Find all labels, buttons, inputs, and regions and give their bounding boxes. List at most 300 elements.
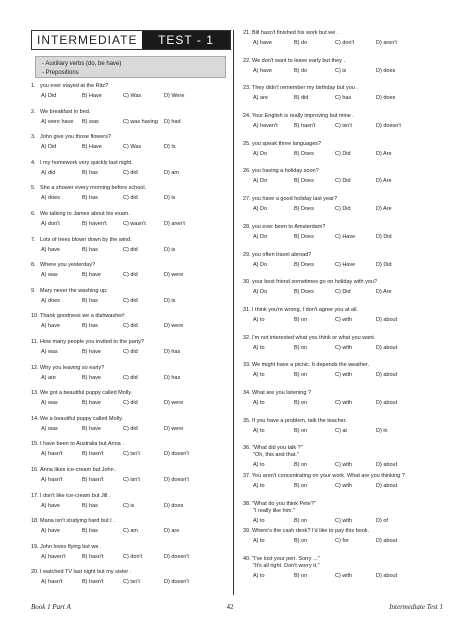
question-text: you speak three languages? xyxy=(252,140,322,147)
question-number: 37. xyxy=(243,473,251,479)
answer-option[interactable]: B) Does xyxy=(294,150,314,157)
question-number: 17. xyxy=(31,492,39,499)
answer-option[interactable]: C) did xyxy=(123,246,138,253)
answer-option[interactable]: D) Is xyxy=(164,144,176,151)
answer-option[interactable]: C) Did xyxy=(335,206,351,213)
answer-option[interactable]: D) has xyxy=(164,348,181,355)
question-stem xyxy=(31,313,229,320)
answer-option[interactable]: C) isn't xyxy=(123,579,140,586)
answer-option[interactable]: D) Are xyxy=(376,150,392,157)
answer-option[interactable]: C) did xyxy=(123,323,138,330)
answer-option[interactable]: B) Does xyxy=(294,178,314,185)
answer-options xyxy=(31,375,229,382)
answer-option[interactable]: C) Did xyxy=(335,178,351,185)
answer-option[interactable]: C) isn't xyxy=(123,476,140,483)
test-header xyxy=(31,30,231,50)
answer-options xyxy=(243,538,443,545)
answer-option[interactable]: B) hasn't xyxy=(82,451,104,458)
answer-option[interactable]: B) did xyxy=(294,95,309,102)
question-number: 4. xyxy=(31,159,36,166)
question-text: I watched TV last night but my sister . xyxy=(40,569,132,576)
answer-option[interactable]: C) with xyxy=(335,483,353,489)
answer-option[interactable]: B) has xyxy=(82,169,98,176)
question-text: "What do you think Pete?" xyxy=(252,500,316,507)
answer-option[interactable]: D) Are xyxy=(376,178,392,185)
answer-option[interactable]: A) did xyxy=(41,169,56,176)
answer-option[interactable]: B) have xyxy=(82,374,101,381)
answer-option[interactable]: A) Did xyxy=(41,93,57,99)
answer-option[interactable]: C) did xyxy=(123,169,138,176)
question-item xyxy=(31,83,229,109)
question-text: you ever stayed at the Ritz? xyxy=(40,83,109,89)
answer-option[interactable]: C) with xyxy=(335,372,353,379)
question-stem xyxy=(31,569,229,576)
question-number: 22. xyxy=(243,57,251,64)
answer-option[interactable]: C) did xyxy=(123,272,138,279)
answer-option[interactable]: D) about xyxy=(376,372,398,379)
answer-option[interactable]: B) have xyxy=(82,348,101,355)
answer-option[interactable]: B) have xyxy=(82,272,101,279)
answer-option[interactable]: A) are xyxy=(253,95,268,102)
answer-option[interactable]: B) has xyxy=(82,246,98,253)
topic-item: - Prepositions xyxy=(42,70,79,76)
answer-option[interactable]: D) of xyxy=(376,517,388,524)
answer-option[interactable]: D) doesn't xyxy=(376,123,401,130)
question-item xyxy=(31,211,229,237)
answer-options xyxy=(243,345,443,352)
book-label: Book 1 Part A xyxy=(31,603,71,611)
answer-option[interactable]: B) on xyxy=(294,538,308,545)
question-number: 23. xyxy=(243,85,251,92)
answer-options xyxy=(31,451,229,458)
question-stem xyxy=(243,252,443,259)
question-text: I don't like ice-cream but Jill . xyxy=(40,492,111,499)
question-item xyxy=(243,58,443,86)
answer-option[interactable]: D) am xyxy=(164,169,179,176)
question-stem xyxy=(243,473,443,480)
answer-option[interactable]: A) to xyxy=(253,483,265,489)
answer-option[interactable]: B) do xyxy=(294,40,308,46)
answer-option[interactable]: A) Do xyxy=(253,289,268,296)
question-number: 26. xyxy=(243,168,251,175)
question-text: We a beautiful puppy called Molly. xyxy=(40,415,123,422)
answer-options xyxy=(31,503,229,510)
question-stem xyxy=(31,416,229,423)
question-number: 21. xyxy=(243,30,251,36)
question-number: 30. xyxy=(243,279,251,286)
answer-option[interactable]: A) hasn't xyxy=(41,579,63,586)
answer-option[interactable]: A) Do xyxy=(253,206,268,213)
answer-option[interactable]: D) in xyxy=(376,427,388,434)
answer-option[interactable]: A) to xyxy=(253,573,265,580)
question-item xyxy=(31,416,229,442)
answer-option[interactable]: A) are xyxy=(41,374,56,381)
answer-option[interactable]: B) Does xyxy=(294,206,314,213)
question-number: 14. xyxy=(31,415,39,422)
answer-option[interactable]: C) Was xyxy=(123,144,142,151)
question-stem xyxy=(31,237,229,244)
answer-option[interactable]: C) don't xyxy=(335,40,355,46)
question-item xyxy=(243,335,443,363)
answer-options xyxy=(243,40,443,47)
answer-option[interactable]: A) haven't xyxy=(253,123,278,130)
answer-option[interactable]: C) with xyxy=(335,573,353,580)
question-number: 8. xyxy=(31,262,36,269)
question-item xyxy=(31,569,229,595)
question-number: 16. xyxy=(31,466,39,473)
question-text: your best friend sometimes go on holiday with you? xyxy=(252,279,378,286)
question-stem xyxy=(31,185,229,192)
answer-option[interactable]: D) does xyxy=(376,67,396,74)
answer-option[interactable]: A) to xyxy=(253,399,265,406)
question-number: 20. xyxy=(31,569,39,576)
answer-option[interactable]: C) Have xyxy=(335,233,356,240)
question-number: 24. xyxy=(243,113,251,120)
answer-options xyxy=(243,206,443,213)
answer-option[interactable]: D) had xyxy=(164,118,181,125)
question-number: 13. xyxy=(31,390,39,397)
answer-option[interactable]: A) Do xyxy=(253,261,268,268)
answer-option[interactable]: B) hasn't xyxy=(294,123,316,130)
answer-option[interactable]: C) with xyxy=(335,462,353,469)
question-text: We got a beautiful puppy called Molly. xyxy=(40,390,133,397)
answer-option[interactable]: A) have xyxy=(253,40,272,46)
answer-option[interactable]: D) doesn't xyxy=(164,451,189,458)
answer-options xyxy=(31,247,229,254)
question-text: You aren't concentrating on your work. What are you thinking ? xyxy=(252,473,405,479)
answer-option[interactable]: C) did xyxy=(123,374,138,381)
question-text: I my homework very quickly last night. xyxy=(40,159,133,166)
question-item xyxy=(31,288,229,314)
question-item xyxy=(243,418,443,446)
answer-option[interactable]: C) wasn't xyxy=(123,220,146,227)
question-text: you have a good holiday last year? xyxy=(252,196,338,203)
answer-option[interactable]: D) about xyxy=(376,483,398,489)
answer-option[interactable]: C) isn't xyxy=(123,451,140,458)
answer-option[interactable]: D) about xyxy=(376,538,398,545)
question-item xyxy=(243,224,443,252)
answer-option[interactable]: B) Does xyxy=(294,289,314,296)
answer-option[interactable]: A) does xyxy=(41,195,60,202)
answer-option[interactable]: D) is xyxy=(164,246,176,253)
question-item xyxy=(31,109,229,135)
left-question-column xyxy=(31,83,229,595)
answer-option[interactable]: C) don't xyxy=(123,553,143,560)
answer-option[interactable]: B) has xyxy=(82,297,98,304)
answer-options xyxy=(31,170,229,177)
answer-option[interactable]: D) is xyxy=(164,195,176,202)
test-number: TEST - 1 xyxy=(142,31,230,49)
question-stem xyxy=(243,307,443,314)
question-text: We don't want to leave early but they . xyxy=(252,57,345,64)
answer-option[interactable]: D) Did xyxy=(376,233,392,240)
answer-options xyxy=(31,119,229,126)
page-footer xyxy=(31,603,443,611)
question-number: 19. xyxy=(31,543,39,550)
answer-option[interactable]: D) Are xyxy=(376,206,392,213)
answer-option[interactable]: A) haven't xyxy=(41,553,66,560)
question-text: John loves flying but we . xyxy=(40,543,102,550)
question-stem xyxy=(243,501,443,508)
answer-option[interactable]: C) Have xyxy=(335,261,356,268)
answer-options xyxy=(31,349,229,356)
answer-options xyxy=(31,195,229,202)
answer-option[interactable]: B) hasn't xyxy=(82,579,104,586)
answer-option[interactable]: B) on xyxy=(294,372,308,379)
answer-option[interactable]: A) Do xyxy=(253,150,268,157)
answer-option[interactable]: C) is xyxy=(335,67,347,74)
question-text: Where's the cash desk? I'd like to pay this book. xyxy=(252,528,370,535)
answer-option[interactable]: B) Does xyxy=(294,233,314,240)
answer-option[interactable]: A) have xyxy=(41,246,60,253)
answer-option[interactable]: D) aren't xyxy=(376,40,397,46)
answer-option[interactable]: C) Did xyxy=(335,289,351,296)
answer-option[interactable]: A) Did xyxy=(41,144,57,151)
answer-option[interactable]: D) doesn't xyxy=(164,579,189,586)
question-text: Maria isn't studying hard but I . xyxy=(40,518,115,525)
question-text: We talking to James about his exam. xyxy=(40,210,130,217)
answer-option[interactable]: A) does xyxy=(41,297,60,304)
answer-option[interactable]: D) were xyxy=(164,323,184,330)
answer-options xyxy=(31,554,229,561)
answer-option[interactable]: A) Do xyxy=(253,178,268,185)
answer-option[interactable]: B) on xyxy=(294,316,308,323)
answer-option[interactable]: C) Was xyxy=(123,93,142,99)
question-item xyxy=(31,390,229,416)
question-number: 7. xyxy=(31,236,36,243)
answer-option[interactable]: D) were xyxy=(164,425,184,432)
answer-option[interactable]: B) has xyxy=(82,528,98,535)
topic-item: - Auxiliary verbs (do, be have) xyxy=(42,61,122,67)
answer-option[interactable]: C) with xyxy=(335,517,353,524)
answer-option[interactable]: B) on xyxy=(294,344,308,351)
topics-box xyxy=(35,56,226,78)
question-text: How many people you invited to the party? xyxy=(40,338,144,345)
question-item xyxy=(243,252,443,280)
question-item xyxy=(243,168,443,196)
question-stem xyxy=(31,518,229,525)
answer-option[interactable]: C) am xyxy=(123,528,138,535)
question-number: 6. xyxy=(31,210,36,217)
answer-option[interactable]: D) Were xyxy=(164,93,185,99)
answer-option[interactable]: C) at xyxy=(335,427,347,434)
question-stem xyxy=(243,390,443,397)
answer-option[interactable]: A) have xyxy=(41,528,60,535)
answer-option[interactable]: B) was xyxy=(82,118,99,125)
answer-options xyxy=(31,477,229,484)
answer-option[interactable]: B) has xyxy=(82,502,98,509)
answer-option[interactable]: A) to xyxy=(253,372,265,379)
question-text: Anna likes ice-cream but John . xyxy=(40,466,117,473)
answer-option[interactable]: D) is xyxy=(164,297,176,304)
answer-option[interactable]: B) on xyxy=(294,399,308,406)
answer-options xyxy=(31,426,229,433)
question-text: I'm not interested what you think or what you want. xyxy=(252,334,376,341)
question-text: I think you're wrong, I don't agree you at all. xyxy=(252,306,359,313)
answer-option[interactable]: A) was xyxy=(41,400,58,407)
question-item xyxy=(31,313,229,339)
answer-option[interactable]: A) were have xyxy=(41,118,74,125)
answer-options xyxy=(243,462,443,469)
answer-option[interactable]: A) to xyxy=(253,517,265,524)
answer-option[interactable]: D) does xyxy=(376,95,396,102)
answer-option[interactable]: B) haven't xyxy=(82,220,107,227)
answer-option[interactable]: D) doesn't xyxy=(164,476,189,483)
answer-options xyxy=(243,151,443,158)
question-stem xyxy=(243,141,443,148)
answer-option[interactable]: D) about xyxy=(376,573,398,580)
answer-option[interactable]: A) have xyxy=(41,502,60,509)
answer-option[interactable]: D) about xyxy=(376,462,398,469)
question-number: 10. xyxy=(31,313,39,320)
answer-option[interactable]: D) Did xyxy=(376,261,392,268)
question-number: 11. xyxy=(31,338,39,345)
question-item xyxy=(31,339,229,365)
answer-options xyxy=(243,372,443,379)
answer-option[interactable]: D) Are xyxy=(376,289,392,296)
answer-option[interactable]: C) did xyxy=(123,297,138,304)
answer-option[interactable]: A) to xyxy=(253,538,265,545)
answer-options xyxy=(31,221,229,228)
question-number: 39. xyxy=(243,528,251,535)
answer-option[interactable]: B) Have xyxy=(82,144,102,151)
answer-option[interactable]: A) to xyxy=(253,344,265,351)
answer-option[interactable]: D) are xyxy=(164,528,180,535)
question-stem xyxy=(243,528,443,535)
answer-option[interactable]: D) about xyxy=(376,344,398,351)
question-stem xyxy=(243,113,443,120)
question-text: Bill hasn't finished his work but we . xyxy=(252,30,339,36)
question-stem xyxy=(243,168,443,175)
question-text: you often travel abroad? xyxy=(252,251,312,258)
answer-option[interactable]: B) hasn't xyxy=(82,476,104,483)
answer-option[interactable]: B) hasn't xyxy=(82,553,104,560)
answer-option[interactable]: B) Does xyxy=(294,261,314,268)
answer-option[interactable]: C) did xyxy=(123,195,138,202)
question-text: you having a holiday soon? xyxy=(252,168,319,175)
answer-option[interactable]: D) aren't xyxy=(164,220,185,227)
answer-option[interactable]: A) hasn't xyxy=(41,451,63,458)
answer-option[interactable]: A) was xyxy=(41,272,58,279)
question-text: "What did you talk ?" xyxy=(252,445,303,452)
answer-option[interactable]: D) about xyxy=(376,399,398,406)
question-stem xyxy=(243,279,443,286)
answer-option[interactable]: C) did xyxy=(123,348,138,355)
answer-option[interactable]: C) for xyxy=(335,538,349,545)
question-stem xyxy=(243,196,443,203)
answer-option[interactable]: D) about xyxy=(376,316,398,323)
answer-option[interactable]: A) to xyxy=(253,462,265,469)
answer-option[interactable]: A) to xyxy=(253,316,265,323)
answer-option[interactable]: C) did xyxy=(123,425,138,432)
answer-option[interactable]: B) on xyxy=(294,483,308,489)
answer-option[interactable]: A) was xyxy=(41,425,58,432)
question-number: 15. xyxy=(31,441,39,448)
question-stem xyxy=(31,288,229,295)
answer-option[interactable]: D) were xyxy=(164,400,184,407)
question-item xyxy=(243,445,443,473)
question-number: 33. xyxy=(243,362,251,369)
answer-option[interactable]: A) have xyxy=(253,67,272,74)
answer-option[interactable]: C) is xyxy=(123,502,135,509)
answer-option[interactable]: B) has xyxy=(82,323,98,330)
question-text: you ever been to Amsterdam? xyxy=(252,223,326,230)
answer-option[interactable]: B) on xyxy=(294,427,308,434)
question-number: 18. xyxy=(31,518,39,525)
answer-options xyxy=(243,317,443,324)
question-stem xyxy=(243,445,443,452)
answer-options xyxy=(31,298,229,305)
answer-option[interactable]: A) don't xyxy=(41,220,60,227)
answer-option[interactable]: B) do xyxy=(294,67,308,74)
answer-option[interactable]: B) on xyxy=(294,462,308,469)
answer-option[interactable]: C) has xyxy=(335,95,352,102)
answer-option[interactable]: C) with xyxy=(335,399,353,406)
answer-option[interactable]: B) on xyxy=(294,573,308,580)
question-item xyxy=(243,85,443,113)
question-number: 32. xyxy=(243,334,251,341)
question-number: 27. xyxy=(243,196,251,203)
question-item xyxy=(31,544,229,570)
question-stem xyxy=(243,362,443,369)
answer-option[interactable]: C) Did xyxy=(335,150,351,157)
answer-option[interactable]: B) Have xyxy=(82,93,102,99)
answer-option[interactable]: A) was xyxy=(41,348,58,355)
answer-options xyxy=(243,289,443,296)
question-text-line2: "I really like him." xyxy=(253,507,295,514)
level-title: INTERMEDIATE xyxy=(32,31,142,49)
question-item xyxy=(243,556,443,584)
question-item xyxy=(243,362,443,390)
answer-option[interactable]: A) hasn't xyxy=(41,476,63,483)
question-item xyxy=(31,365,229,391)
question-item xyxy=(31,262,229,288)
question-stem xyxy=(243,30,443,37)
answer-option[interactable]: D) does xyxy=(164,502,184,509)
question-number: 3. xyxy=(31,134,36,141)
answer-option[interactable]: D) were xyxy=(164,272,184,279)
question-text: "I've lost your pen. Sorry ..." xyxy=(252,556,320,563)
answer-option[interactable]: C) with xyxy=(335,344,353,351)
answer-option[interactable]: D) doesn't xyxy=(164,553,189,560)
question-number: 35. xyxy=(243,417,251,424)
answer-option[interactable]: C) isn't xyxy=(335,123,352,130)
answer-option[interactable]: C) did xyxy=(123,400,138,407)
question-number: 36. xyxy=(243,445,251,452)
answer-option[interactable]: C) with xyxy=(335,316,353,323)
question-number: 5. xyxy=(31,185,36,192)
answer-option[interactable]: A) Do xyxy=(253,233,268,240)
answer-option[interactable]: C) was having xyxy=(123,118,158,125)
question-item xyxy=(31,237,229,263)
question-stem xyxy=(31,262,229,269)
answer-option[interactable]: D) has xyxy=(164,374,181,381)
answer-option[interactable]: B) has xyxy=(82,195,98,202)
answer-options xyxy=(243,518,443,525)
answer-option[interactable]: A) have xyxy=(41,323,60,330)
answer-options xyxy=(31,93,229,100)
question-number: 40. xyxy=(243,556,251,563)
question-number: 1. xyxy=(31,83,36,89)
answer-options xyxy=(31,528,229,535)
answer-options xyxy=(243,400,443,407)
answer-option[interactable]: B) on xyxy=(294,517,308,524)
question-stem xyxy=(243,556,443,563)
question-stem xyxy=(31,339,229,346)
answer-option[interactable]: B) have xyxy=(82,425,101,432)
answer-option[interactable]: A) to xyxy=(253,427,265,434)
answer-option[interactable]: B) have xyxy=(82,400,101,407)
